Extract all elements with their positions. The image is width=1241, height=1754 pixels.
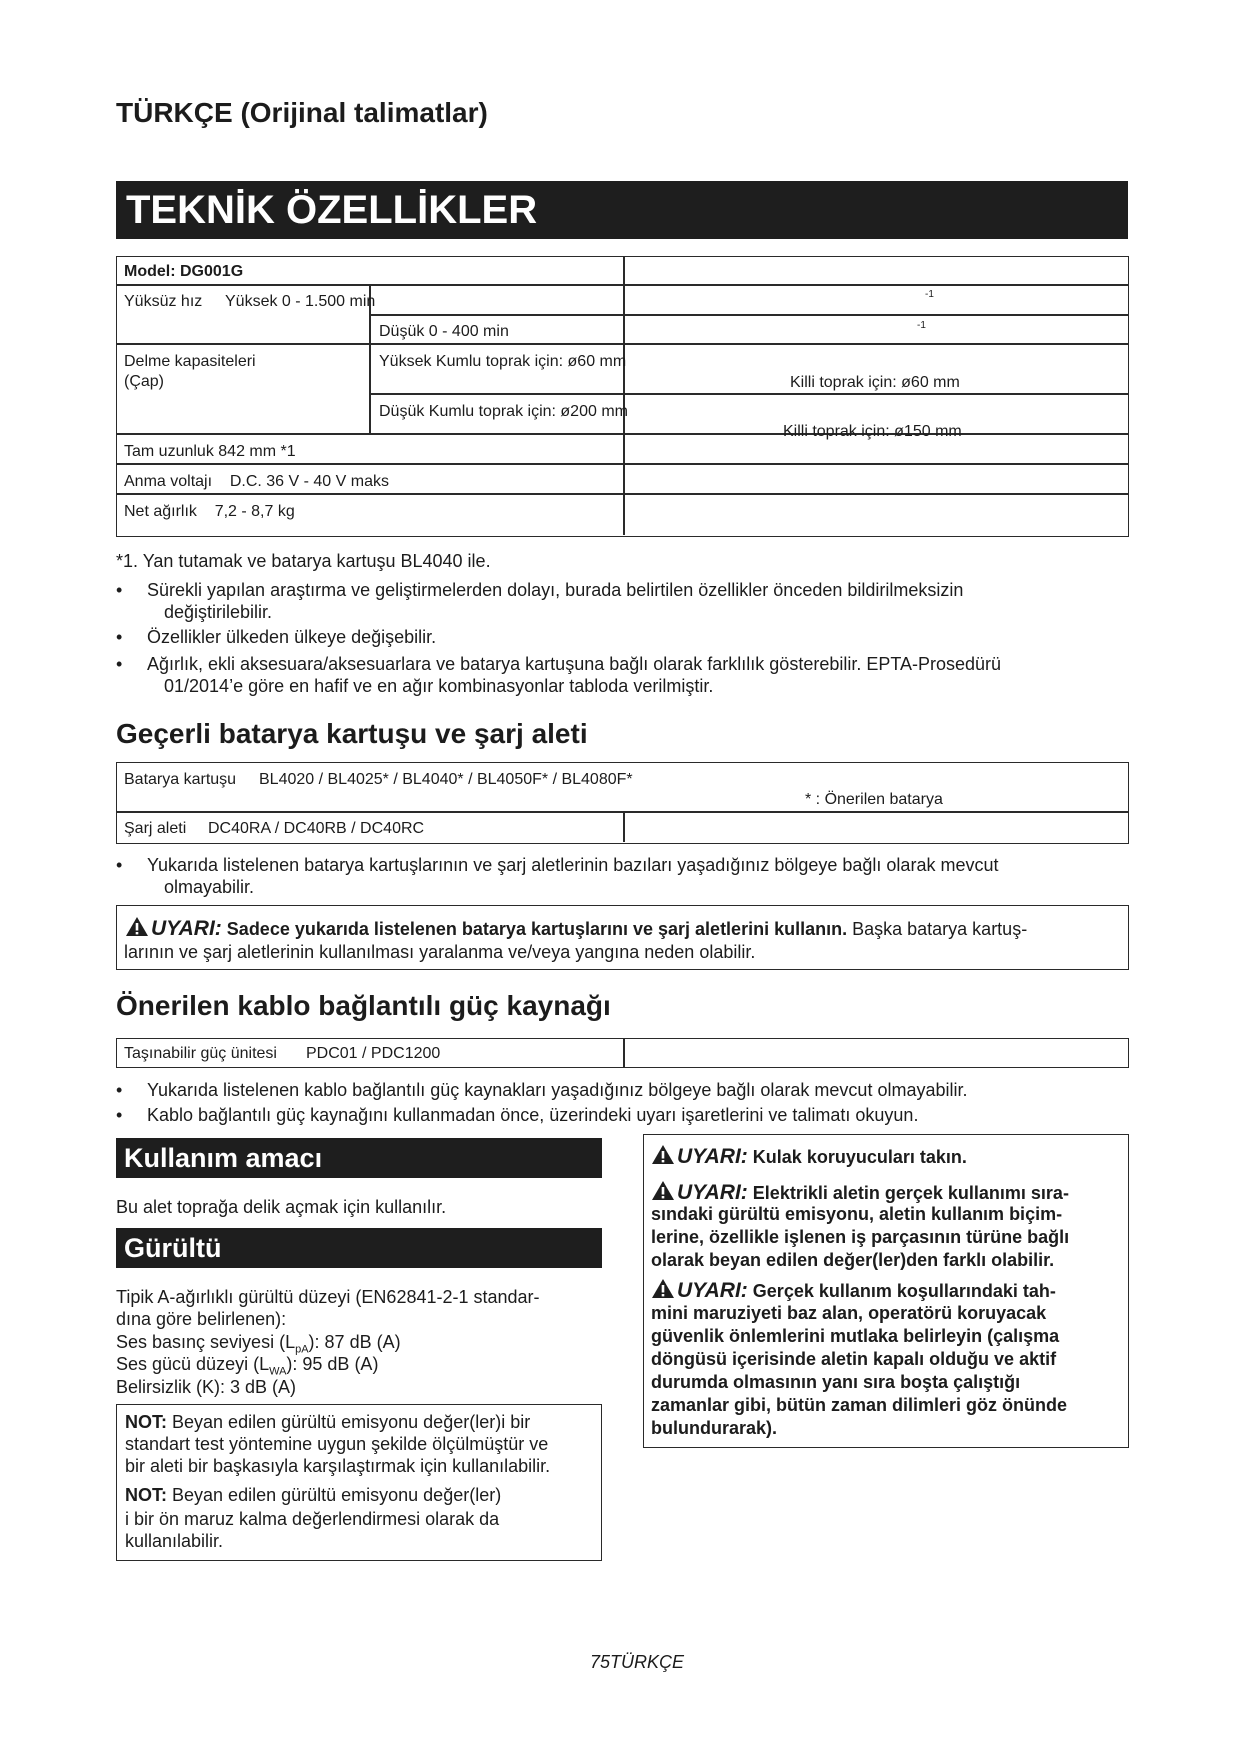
note-label: NOT: [125,1485,167,1505]
noise-note-1-line-1: NOT: Beyan edilen gürültü emisyonu değer(ler)i bir [125,1412,531,1432]
warning-exposure-line-2: mini maruziyeti baz alan, operatörü koruyacak [651,1303,1047,1323]
battery-bullet-line-2: olmayabilir. [164,877,255,897]
warning-emission-line-1: UYARI: Elektrikli aletin gerçek kullanımı sıra- [651,1180,1069,1204]
warning-icon [125,916,149,937]
battery-warning-text-1: Başka batarya kartuş- [852,919,1028,939]
warning-emission-line-3: lerine, özellikle işlenen iş parçasının türüne bağlı [651,1227,1070,1247]
warning-exposure-line-6: zamanlar gibi, bütün zaman dilimleri göz önünde [651,1395,1068,1415]
noise-note-1-line-3: bir aleti bir başkasıyla karşılaştırmak için kullanılabilir. [125,1456,551,1476]
warning-ear-protection: UYARI: Kulak koruyucuları takın. [651,1144,967,1168]
spec-drilling-low-clay: Killi toprak için: ø150 mm [783,423,962,440]
power-supply-table [116,1038,1129,1068]
power-supply-bullet: • Kablo bağlantılı güç kaynağını kullanmadan önce, üzerindeki uyarı işaretlerini ve talimatı okuyun. [116,1105,919,1125]
warning-label: UYARI: [677,1279,748,1302]
spec-bullet-line-2: 01/2014’e göre en hafif ve en ağır kombinasyonlar tabloda verilmiştir. [164,676,714,696]
spec-model: Model: DG001G [124,263,244,280]
noise-note-box [116,1404,602,1561]
battery-recommended-note: * : Önerilen batarya [805,791,943,808]
spec-net-weight: Net ağırlık 7,2 - 8,7 kg [124,503,295,520]
spec-speed-high: Yüksek 0 - 1.500 min [225,293,376,310]
battery-heading: Geçerli batarya kartuşu ve şarj aleti [116,718,588,749]
spec-footnote: *1. Yan tutamak ve batarya kartuşu BL4040 ile. [116,551,491,571]
power-supply-value: PDC01 / PDC1200 [306,1045,441,1062]
charger-value: DC40RA / DC40RB / DC40RC [208,820,425,837]
sound-power-level: Ses gücü düzeyi $(L_{WA})$: 95 dB (A) [116,1354,379,1378]
warning-emission-line-4: olarak beyan edilen değer(ler)den farklı olabilir. [651,1250,1055,1270]
intended-use-text: Bu alet toprağa delik açmak için kullanılır. [116,1197,447,1217]
specifications-banner: TEKNİK ÖZELLİKLER [116,181,1128,239]
spec-bullet: • Sürekli yapılan araştırma ve geliştirmelerden dolayı, burada belirtilen özellikler önceden bildirilmeksizin değiştirilebilir. [116,580,964,622]
battery-warning-box [116,905,1129,970]
noise-note-2-line-2: i bir ön maruz kalma değerlendirmesi olarak da [125,1509,500,1529]
warning-exposure-line-7: bulundurarak). [651,1418,778,1438]
battery-warning-text-2: larının ve şarj aletlerinin kullanılması yaralanma ve/veya yangına neden olabilir. [124,942,756,962]
spec-bullet-line-1: Sürekli yapılan araştırma ve geliştirmelerden dolayı, burada belirtilen özellikler önceden bildirilmeksizin [147,580,964,600]
warning-exposure-line-4: döngüsü içerisinde aletin kapalı olduğu ve aktif [651,1349,1057,1369]
sound-pressure-level: Ses basınç seviyesi $(L_{pA})$: 87 dB (A) [116,1332,401,1356]
warning-exposure-line-1: UYARI: Gerçek kullanım koşullarındaki tah- [651,1278,1056,1302]
warning-exposure-line-5: durumda olmasının yanı sıra boşta çalıştığı [651,1372,1021,1392]
power-supply-bullet-text: Yukarıda listelenen kablo bağlantılı güç kaynakları yaşadığınız bölgeye bağlı olarak mevcut olmayabilir. [147,1080,968,1100]
battery-bullet: • Yukarıda listelenen batarya kartuşlarının ve şarj aletlerinin bazıları yaşadığınız bölgeye bağlı olarak mevcut olmayabilir. [116,855,999,897]
power-supply-label: Taşınabilir güç ünitesi [124,1045,277,1062]
spec-drilling-label: Delme kapasiteleri [124,353,256,370]
battery-warning-bold: Sadece yukarıda listelenen batarya kartuşlarını ve şarj aletlerini kullanın. [226,919,848,939]
spec-drilling-high-clay: Killi toprak için: ø60 mm [790,374,960,391]
spec-speed-high-exponent: -1 [925,289,934,300]
warning-icon [651,1180,675,1201]
warning-emission-line-2: sındaki gürültü emisyonu, aletin kullanım biçim- [651,1204,1063,1224]
power-supply-heading: Önerilen kablo bağlantılı güç kaynağı [116,990,611,1021]
spec-drilling-low: Düşük Kumlu toprak için: ø200 mm [379,403,628,420]
noise-warning-box [643,1134,1129,1448]
spec-drilling-label-2: (Çap) [124,373,165,390]
warning-label: UYARI: [677,1145,748,1168]
spec-bullet: • Ağırlık, ekli aksesuara/aksesuarlara ve batarya kartuşuna bağlı olarak farklılık gösterebilir. EPTA-Prosedürü 01/2014’e göre en hafif ve en ağır kombinasyonlar tabloda verilmiştir. [116,654,1002,696]
spec-speed-low-exponent: -1 [917,320,926,331]
spec-speed-low: Düşük 0 - 400 min [379,323,509,340]
power-supply-bullet: • Yukarıda listelenen kablo bağlantılı güç kaynakları yaşadığınız bölgeye bağlı olarak mevcut olmayabilir. [116,1080,968,1100]
spec-speed-label: Yüksüz hız [124,293,203,310]
noise-note-1-line-2: standart test yöntemine uygun şekilde ölçülmüştür ve [125,1434,549,1454]
page-title: TÜRKÇE (Orijinal talimatlar) [116,97,488,128]
battery-table [116,762,1129,844]
spec-bullet-line-1: Ağırlık, ekli aksesuara/aksesuarlara ve batarya kartuşuna bağlı olarak farklılık gösterebilir. EPTA-Prosedürü [147,654,1002,674]
battery-cartridge-label: Batarya kartuşu [124,771,237,788]
charger-label: Şarj aleti [124,820,187,837]
noise-intro-1: Tipik A-ağırlıklı gürültü düzeyi (EN62841-2-1 standar- [116,1287,540,1307]
noise-note-2-line-1: NOT: Beyan edilen gürültü emisyonu değer(ler) [125,1485,502,1505]
battery-bullet-line-1: Yukarıda listelenen batarya kartuşlarının ve şarj aletlerinin bazıları yaşadığınız bölgeye bağlı olarak mevcut [147,855,999,875]
warning-exposure-line-3: güvenlik önlemlerini mutlaka belirleyin (çalışma [651,1326,1060,1346]
warning-label: UYARI: [151,917,222,940]
page-footer: 75TÜRKÇE [590,1652,685,1672]
spec-overall-length: Tam uzunluk 842 mm *1 [124,443,296,460]
warning-icon [651,1144,675,1165]
spec-drilling-high: Yüksek Kumlu toprak için: ø60 mm [379,353,627,370]
noise-heading: Gürültü [116,1228,602,1268]
noise-uncertainty: Belirsizlik (K): 3 dB (A) [116,1377,297,1397]
spec-bullet-line-2: değiştirilebilir. [164,602,273,622]
specifications-table [116,256,1129,537]
spec-bullet-line-1: Özellikler ülkeden ülkeye değişebilir. [147,627,437,647]
battery-cartridge-value: BL4020 / BL4025* / BL4040* / BL4050F* / BL4080F* [259,771,633,788]
spec-rated-voltage: Anma voltajı D.C. 36 V - 40 V maks [124,473,389,490]
noise-note-2-line-3: kullanılabilir. [125,1531,224,1551]
power-supply-bullet-text: Kablo bağlantılı güç kaynağını kullanmadan önce, üzerindeki uyarı işaretlerini ve talimatı okuyun. [147,1105,919,1125]
noise-intro-2: dına göre belirlenen): [116,1309,287,1329]
warning-icon [651,1278,675,1299]
spec-bullet: • Özellikler ülkeden ülkeye değişebilir. [116,627,437,647]
warning-label: UYARI: [677,1181,748,1204]
note-label: NOT: [125,1412,167,1432]
intended-use-heading: Kullanım amacı [116,1138,602,1178]
